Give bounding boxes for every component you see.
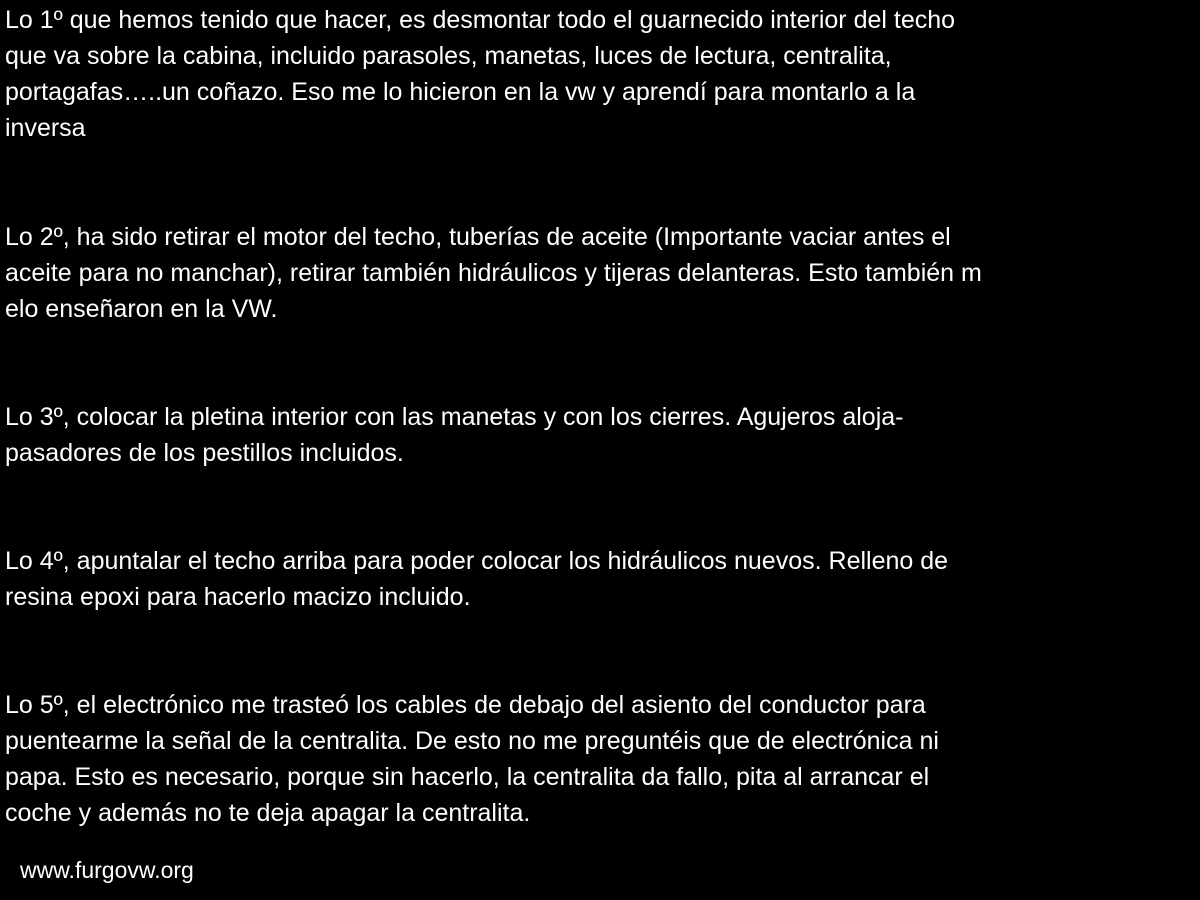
paragraph-step-1	[5, 2, 1190, 146]
paragraph-line: papa. Esto es necesario, porque sin hacerlo, la centralita da fallo, pita al arrancar el	[5, 763, 930, 791]
paragraph-step-3	[5, 399, 1190, 471]
paragraph-line: elo enseñaron en la VW.	[5, 295, 278, 323]
footer-url: www.furgovw.org	[20, 857, 194, 883]
paragraph-line: pasadores de los pestillos incluidos.	[5, 439, 404, 467]
paragraph-line: resina epoxi para hacerlo macizo incluido.	[5, 583, 471, 611]
paragraph-line: inversa	[5, 114, 86, 142]
paragraph-line: Lo 5º, el electrónico me trasteó los cables de debajo del asiento del conductor para	[5, 691, 926, 719]
paragraph-step-2	[5, 219, 1190, 327]
paragraph-line: que va sobre la cabina, incluido parasoles, manetas, luces de lectura, centralita,	[5, 42, 892, 70]
paragraph-line: aceite para no manchar), retirar también hidráulicos y tijeras delanteras. Esto también m	[5, 259, 982, 287]
paragraph-line: Lo 4º, apuntalar el techo arriba para poder colocar los hidráulicos nuevos. Relleno de	[5, 547, 949, 575]
paragraph-line: Lo 1º que hemos tenido que hacer, es desmontar todo el guarnecido interior del techo	[5, 6, 956, 34]
paragraph-line: Lo 2º, ha sido retirar el motor del techo, tuberías de aceite (Importante vaciar antes el	[5, 223, 951, 251]
paragraph-step-5	[5, 687, 1190, 831]
paragraph-line: Lo 3º, colocar la pletina interior con las manetas y con los cierres. Agujeros aloja-	[5, 403, 904, 431]
paragraph-line: coche y además no te deja apagar la centralita.	[5, 799, 531, 827]
paragraph-line: portagafas…..un coñazo. Eso me lo hicieron en la vw y aprendí para montarlo a la	[5, 78, 916, 106]
paragraph-line: puentearme la señal de la centralita. De esto no me preguntéis que de electrónica ni	[5, 727, 939, 755]
paragraph-step-4	[5, 543, 1190, 615]
